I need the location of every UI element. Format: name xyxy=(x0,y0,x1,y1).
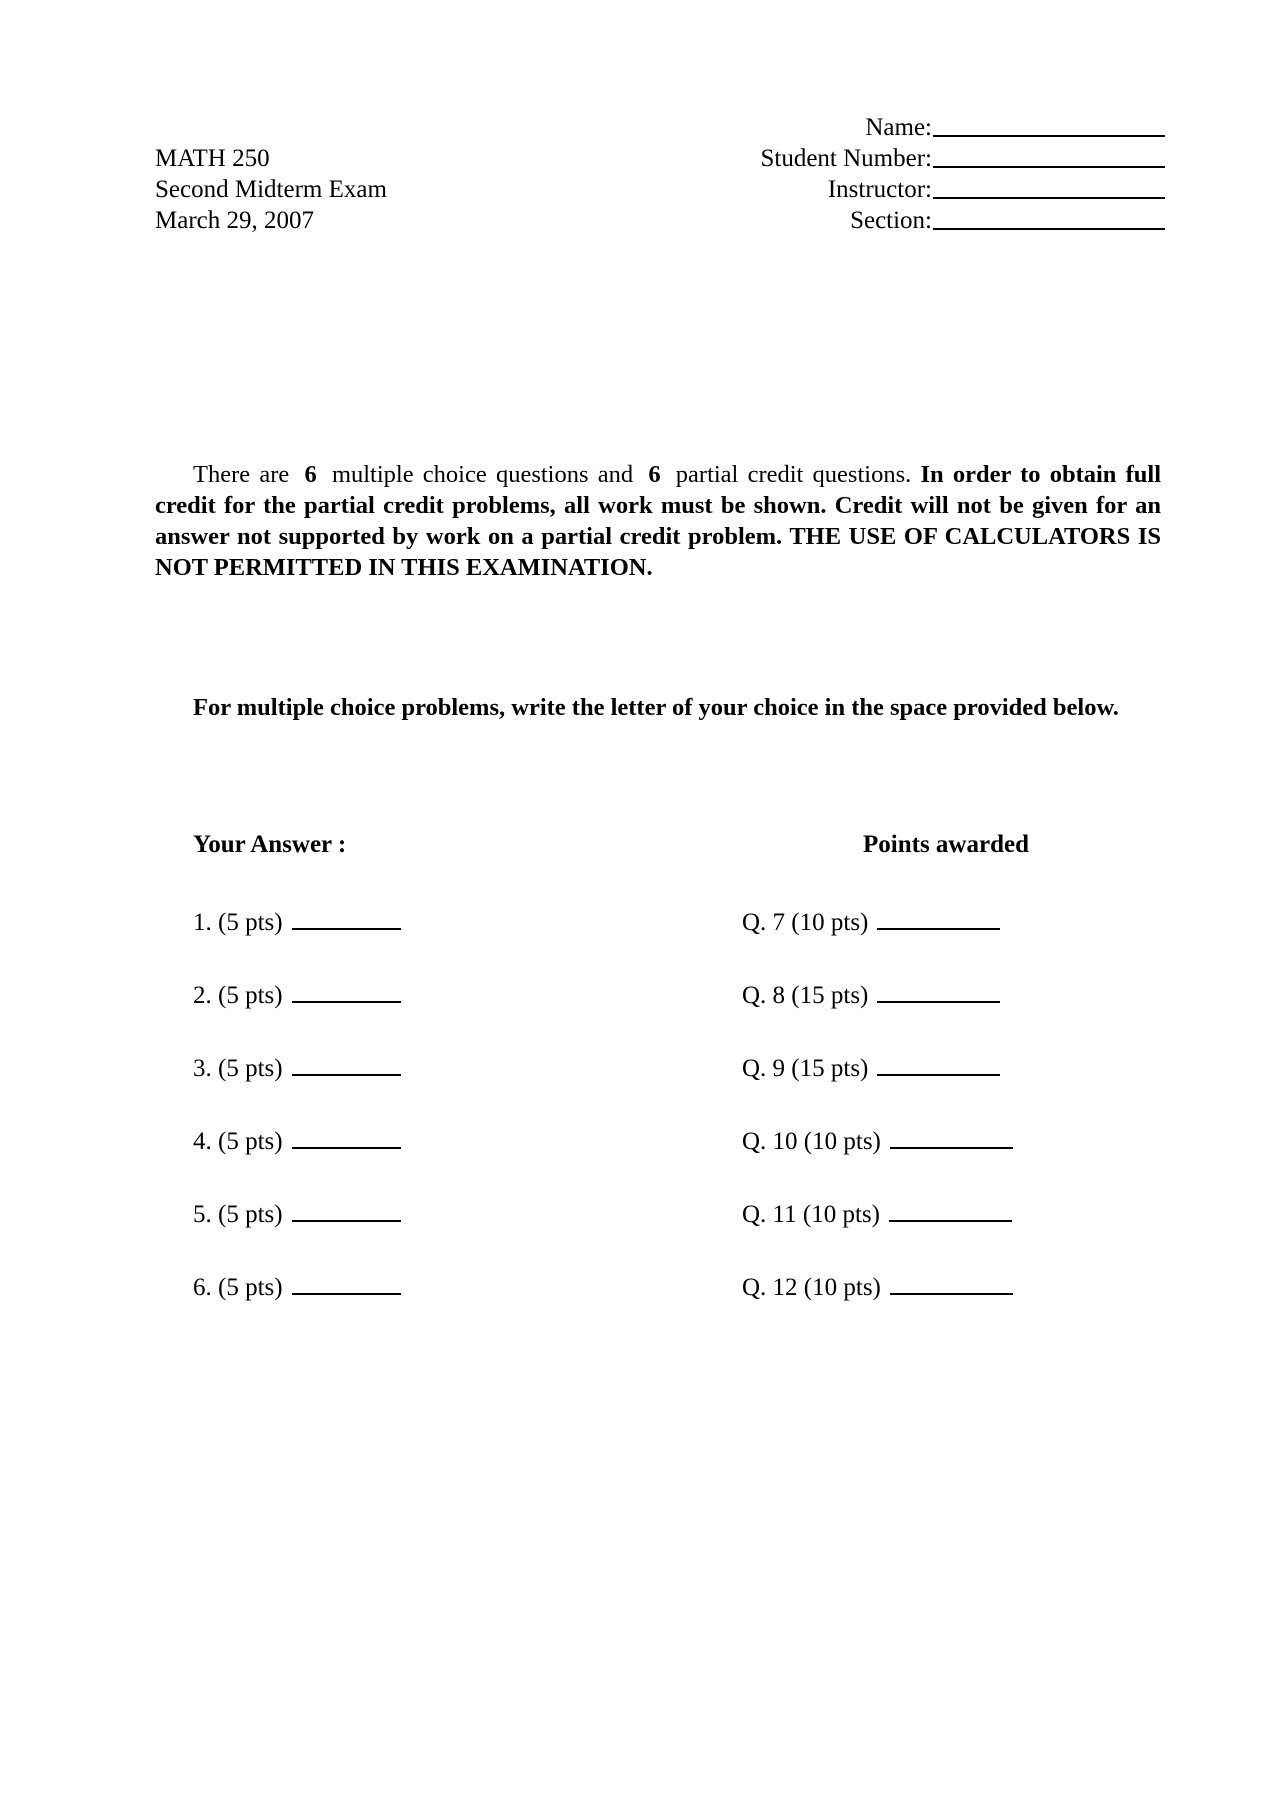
answer-blank[interactable] xyxy=(292,1293,401,1295)
instructions-bold-text: In order to obtain full credit for the partial credit problems, all work must be shown. Credit will not be given for an answer not supported by work on a partial credit problem. THE USE OF CALCULATORS IS NOT PERMITTED IN THIS EXAMINATION. xyxy=(155,461,1162,581)
points-awarded-heading: Points awarded xyxy=(863,831,1029,858)
intro-text-a: There are xyxy=(193,461,290,488)
answer-label: 5. (5 pts) xyxy=(193,1201,283,1228)
instructor-field xyxy=(760,174,1165,205)
points-row xyxy=(742,1197,1012,1229)
points-row xyxy=(742,905,1000,937)
answer-label: 4. (5 pts) xyxy=(193,1128,283,1155)
answer-row xyxy=(193,1270,401,1302)
pc-count: 6 xyxy=(648,461,661,488)
exam-date: March 29, 2007 xyxy=(155,207,314,234)
student-number-blank[interactable] xyxy=(933,166,1165,168)
section-field xyxy=(760,205,1165,236)
intro-text-c: partial credit questions. xyxy=(675,461,912,488)
points-label: Q. 9 (15 pts) xyxy=(742,1055,869,1082)
points-blank[interactable] xyxy=(877,1001,1000,1003)
answer-blank[interactable] xyxy=(292,1147,401,1149)
points-label: Q. 10 (10 pts) xyxy=(742,1128,881,1155)
exam-title: Second Midterm Exam xyxy=(155,176,387,203)
points-blank[interactable] xyxy=(889,1220,1012,1222)
answer-label: 3. (5 pts) xyxy=(193,1055,283,1082)
answer-row xyxy=(193,1197,401,1229)
section-label: Section: xyxy=(850,207,932,234)
points-label: Q. 8 (15 pts) xyxy=(742,982,869,1009)
answer-row xyxy=(193,978,401,1010)
answer-row xyxy=(193,1124,401,1156)
instructions-paragraph xyxy=(155,459,1161,583)
section-blank[interactable] xyxy=(933,228,1165,230)
points-label: Q. 7 (10 pts) xyxy=(742,909,869,936)
points-blank[interactable] xyxy=(890,1147,1013,1149)
answer-label: 6. (5 pts) xyxy=(193,1274,283,1301)
student-number-field xyxy=(760,143,1165,174)
name-field xyxy=(760,112,1165,143)
points-label: Q. 11 (10 pts) xyxy=(742,1201,880,1228)
instructor-blank[interactable] xyxy=(933,197,1165,199)
answer-blank[interactable] xyxy=(292,1220,401,1222)
name-label: Name: xyxy=(865,114,932,141)
points-blank[interactable] xyxy=(890,1293,1013,1295)
answer-blank[interactable] xyxy=(292,928,401,930)
instructor-label: Instructor: xyxy=(827,176,932,203)
mc-count: 6 xyxy=(304,461,317,488)
answer-blank[interactable] xyxy=(292,1074,401,1076)
student-info-fields xyxy=(760,112,1165,236)
course-info xyxy=(155,143,387,236)
course-title: MATH 250 xyxy=(155,145,270,172)
answer-row xyxy=(193,905,401,937)
intro-text-b: multiple choice questions and xyxy=(331,461,634,488)
points-row xyxy=(742,978,1000,1010)
points-row xyxy=(742,1124,1013,1156)
answer-label: 1. (5 pts) xyxy=(193,909,283,936)
your-answer-heading: Your Answer : xyxy=(193,831,347,858)
answer-row xyxy=(193,1051,401,1083)
points-blank[interactable] xyxy=(877,1074,1000,1076)
multiple-choice-note: For multiple choice problems, write the letter of your choice in the space provided below. xyxy=(193,694,1119,721)
name-blank[interactable] xyxy=(933,135,1165,137)
answer-blank[interactable] xyxy=(292,1001,401,1003)
answer-label: 2. (5 pts) xyxy=(193,982,283,1009)
student-number-label: Student Number: xyxy=(760,145,932,172)
points-row xyxy=(742,1051,1000,1083)
points-row xyxy=(742,1270,1013,1302)
points-blank[interactable] xyxy=(877,928,1000,930)
points-label: Q. 12 (10 pts) xyxy=(742,1274,881,1301)
